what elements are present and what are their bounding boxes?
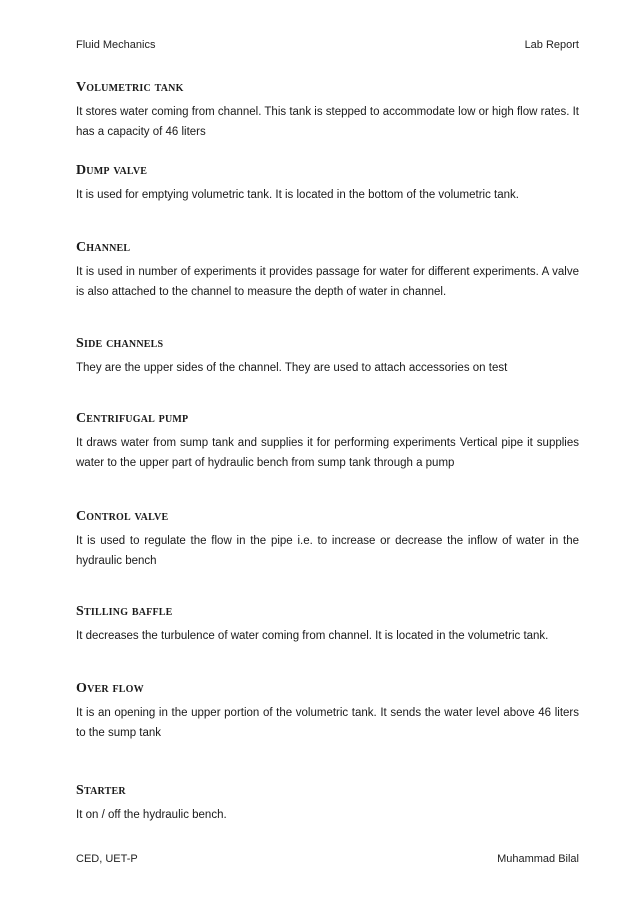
section-heading: Dump valve: [76, 163, 148, 178]
section-starter: [76, 783, 579, 825]
section-centrifugal-pump: [76, 411, 579, 473]
section-channel: [76, 240, 579, 302]
section-volumetric-tank: [76, 80, 579, 142]
section-text: It draws water from sump tank and supplies it for performing experiments Vertical pipe it supplies water to the upper part of hydraulic bench from sump tank through a pump: [76, 437, 579, 469]
header-course-title: Fluid Mechanics: [76, 39, 156, 51]
section-dump-valve: [76, 163, 579, 205]
page-footer: [76, 853, 579, 865]
section-text: It is used for emptying volumetric tank. It is located in the bottom of the volumetric tank.: [76, 189, 519, 201]
section-heading: Side channels: [76, 336, 164, 351]
section-heading: Centrifugal pump: [76, 411, 189, 426]
section-stilling-baffle: [76, 604, 579, 646]
section-text: They are the upper sides of the channel. They are used to attach accessories on test: [76, 362, 508, 374]
section-text: It is an opening in the upper portion of the volumetric tank. It sends the water level above 46 liters to the sump tank: [76, 707, 579, 739]
section-text: It stores water coming from channel. This tank is stepped to accommodate low or high flow rates. It has a capacity of 46 liters: [76, 106, 579, 138]
section-text: It decreases the turbulence of water coming from channel. It is located in the volumetric tank.: [76, 630, 549, 642]
section-over-flow: [76, 681, 579, 743]
footer-institution: CED, UET-P: [76, 853, 138, 865]
section-text: It is used in number of experiments it provides passage for water for different experiments. A valve is also attached to the channel to measure the depth of water in channel.: [76, 266, 579, 298]
section-heading: Stilling baffle: [76, 604, 173, 619]
section-text: It is used to regulate the flow in the pipe i.e. to increase or decrease the inflow of water in the hydraulic bench: [76, 535, 579, 567]
section-heading: Over flow: [76, 681, 144, 696]
footer-author: Muhammad Bilal: [497, 853, 579, 865]
section-control-valve: [76, 509, 579, 571]
section-heading: Volumetric tank: [76, 80, 184, 95]
page-header: [76, 39, 579, 51]
section-side-channels: [76, 336, 579, 378]
section-text: It on / off the hydraulic bench.: [76, 809, 227, 821]
section-heading: Control valve: [76, 509, 169, 524]
section-heading: Starter: [76, 783, 126, 798]
section-heading: Channel: [76, 240, 131, 255]
header-report-type: Lab Report: [524, 39, 579, 51]
